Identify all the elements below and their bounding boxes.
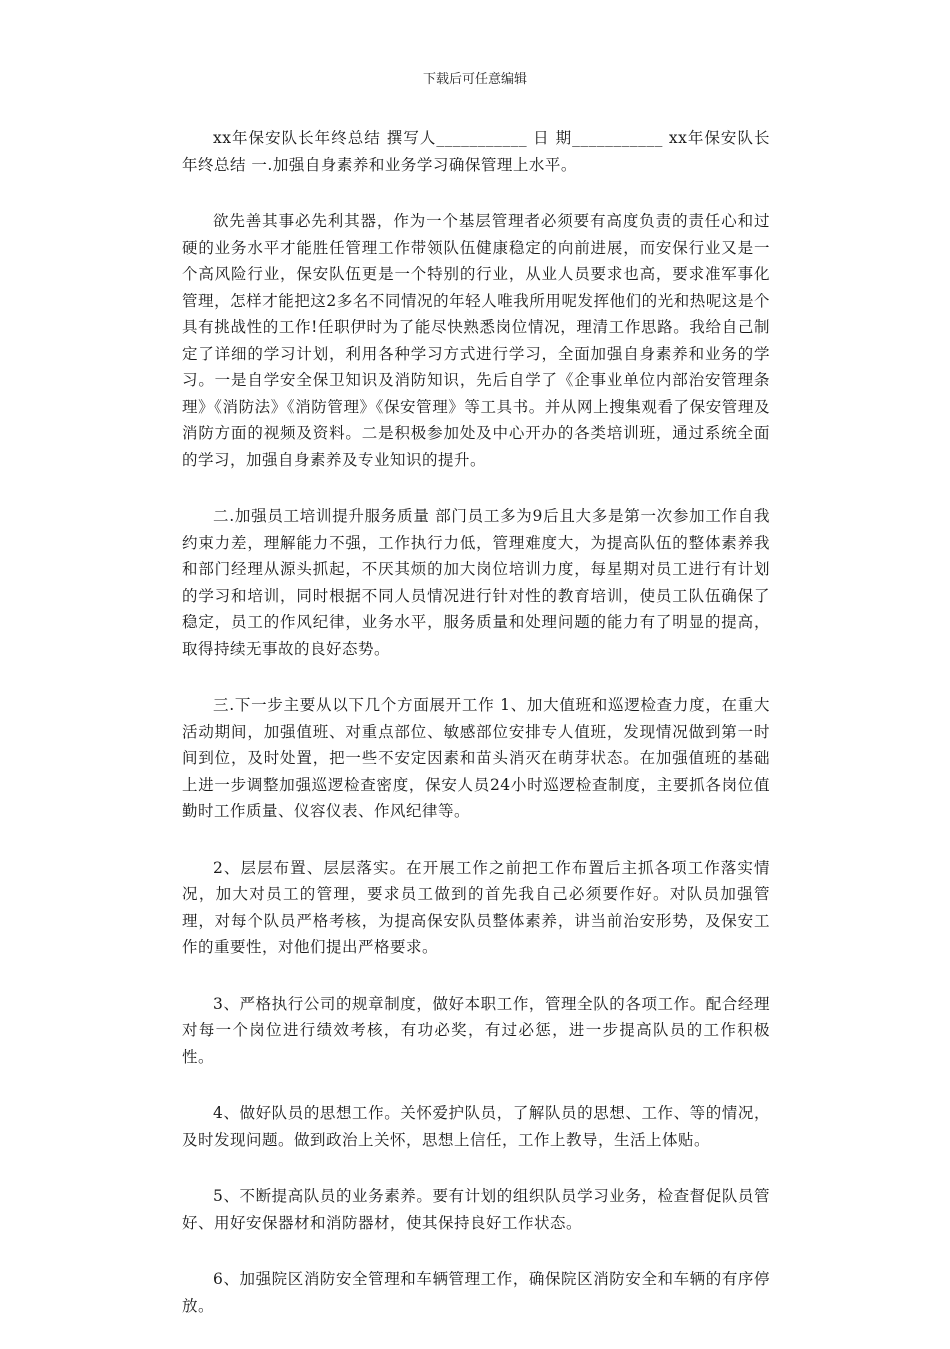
paragraph-item-6: 6、加强院区消防安全管理和车辆管理工作，确保院区消防安全和车辆的有序停放。 xyxy=(182,1270,770,1315)
paragraph-item-3: 3、严格执行公司的规章制度，做好本职工作，管理全队的各项工作。配合经理对每一个岗位进行绩效考核，有功必奖，有过必惩，进一步提高队员的工作积极性。 xyxy=(182,994,770,1066)
paragraph-item-5: 5、不断提高队员的业务素养。要有计划的组织队员学习业务，检查督促队员管好、用好安保器材和消防器材，使其保持良好工作状态。 xyxy=(182,1187,770,1232)
paragraph-title-intro: xx年保安队长年终总结 撰写人___________ 日 期___________ xx年保安队长年终总结 一.加强自身素养和业务学习确保管理上水平。 xyxy=(182,129,770,174)
document-body xyxy=(182,125,770,1349)
header-note: 下载后可任意编辑 xyxy=(422,72,527,87)
paragraph-staff-training: 二.加强员工培训提升服务质量 部门员工多为9后且大多是第一次参加工作自我约束力差，理解能力不强，工作执行力低，管理难度大，为提高队伍的整体素养我和部门经理从源头抓起，不厌其烦的加大岗位培训力度，每星期对员工进行有计划的学习和培训，同时根据不同人员情况进行针对性的教育培训，使员工队伍确保了稳定，员工的作风纪律，业务水平，服务质量和处理问题的能力有了明显的提高，取得持续无事故的良好态势。 xyxy=(182,507,770,658)
paragraph-next-steps: 三.下一步主要从以下几个方面展开工作 1、加大值班和巡逻检查力度，在重大活动期间，加强值班、对重点部位、敏感部位安排专人值班，发现情况做到第一时间到位，及时处置，把一些不安定因素和苗头消灭在萌芽状态。在加强值班的基础上进一步调整加强巡逻检查密度，保安人员24小时巡逻检查制度，主要抓各岗位值勤时工作质量、仪容仪表、作风纪律等。 xyxy=(182,696,770,820)
paragraph-item-2: 2、层层布置、层层落实。在开展工作之前把工作布置后主抓各项工作落实情况，加大对员工的管理，要求员工做到的首先我自己必须要作好。对队员加强管理，对每个队员严格考核，为提高保安队员整体素养，讲当前治安形势，及保安工作的重要性，对他们提出严格要求。 xyxy=(182,858,770,956)
paragraph-self-study: 欲先善其事必先利其器，作为一个基层管理者必须要有高度负责的责任心和过硬的业务水平才能胜任管理工作带领队伍健康稳定的向前进展，而安保行业又是一个高风险行业，保安队伍更是一个特别的行业，从业人员要求也高，要求准军事化管理，怎样才能把这2多名不同情况的年轻人唯我所用呢发挥他们的光和热呢这是个具有挑战性的工作!任职伊时为了能尽快熟悉岗位情况，理清工作思路。我给自己制定了详细的学习计划，利用各种学习方式进行学习，全面加强自身素养和业务的学习。一是自学安全保卫知识及消防知识，先后自学了《企事业单位内部治安管理条理》《消防法》《消防管理》《保安管理》等工具书。并从网上搜集观看了保安管理及消防方面的视频及资料。二是积极参加处及中心开办的各类培训班，通过系统全面的学习，加强自身素养及专业知识的提升。 xyxy=(182,212,770,469)
paragraph-item-4: 4、做好队员的思想工作。关怀爱护队员，了解队员的思想、工作、等的情况，及时发现问题。做到政治上关怀，思想上信任，工作上教导，生活上体贴。 xyxy=(182,1104,770,1149)
